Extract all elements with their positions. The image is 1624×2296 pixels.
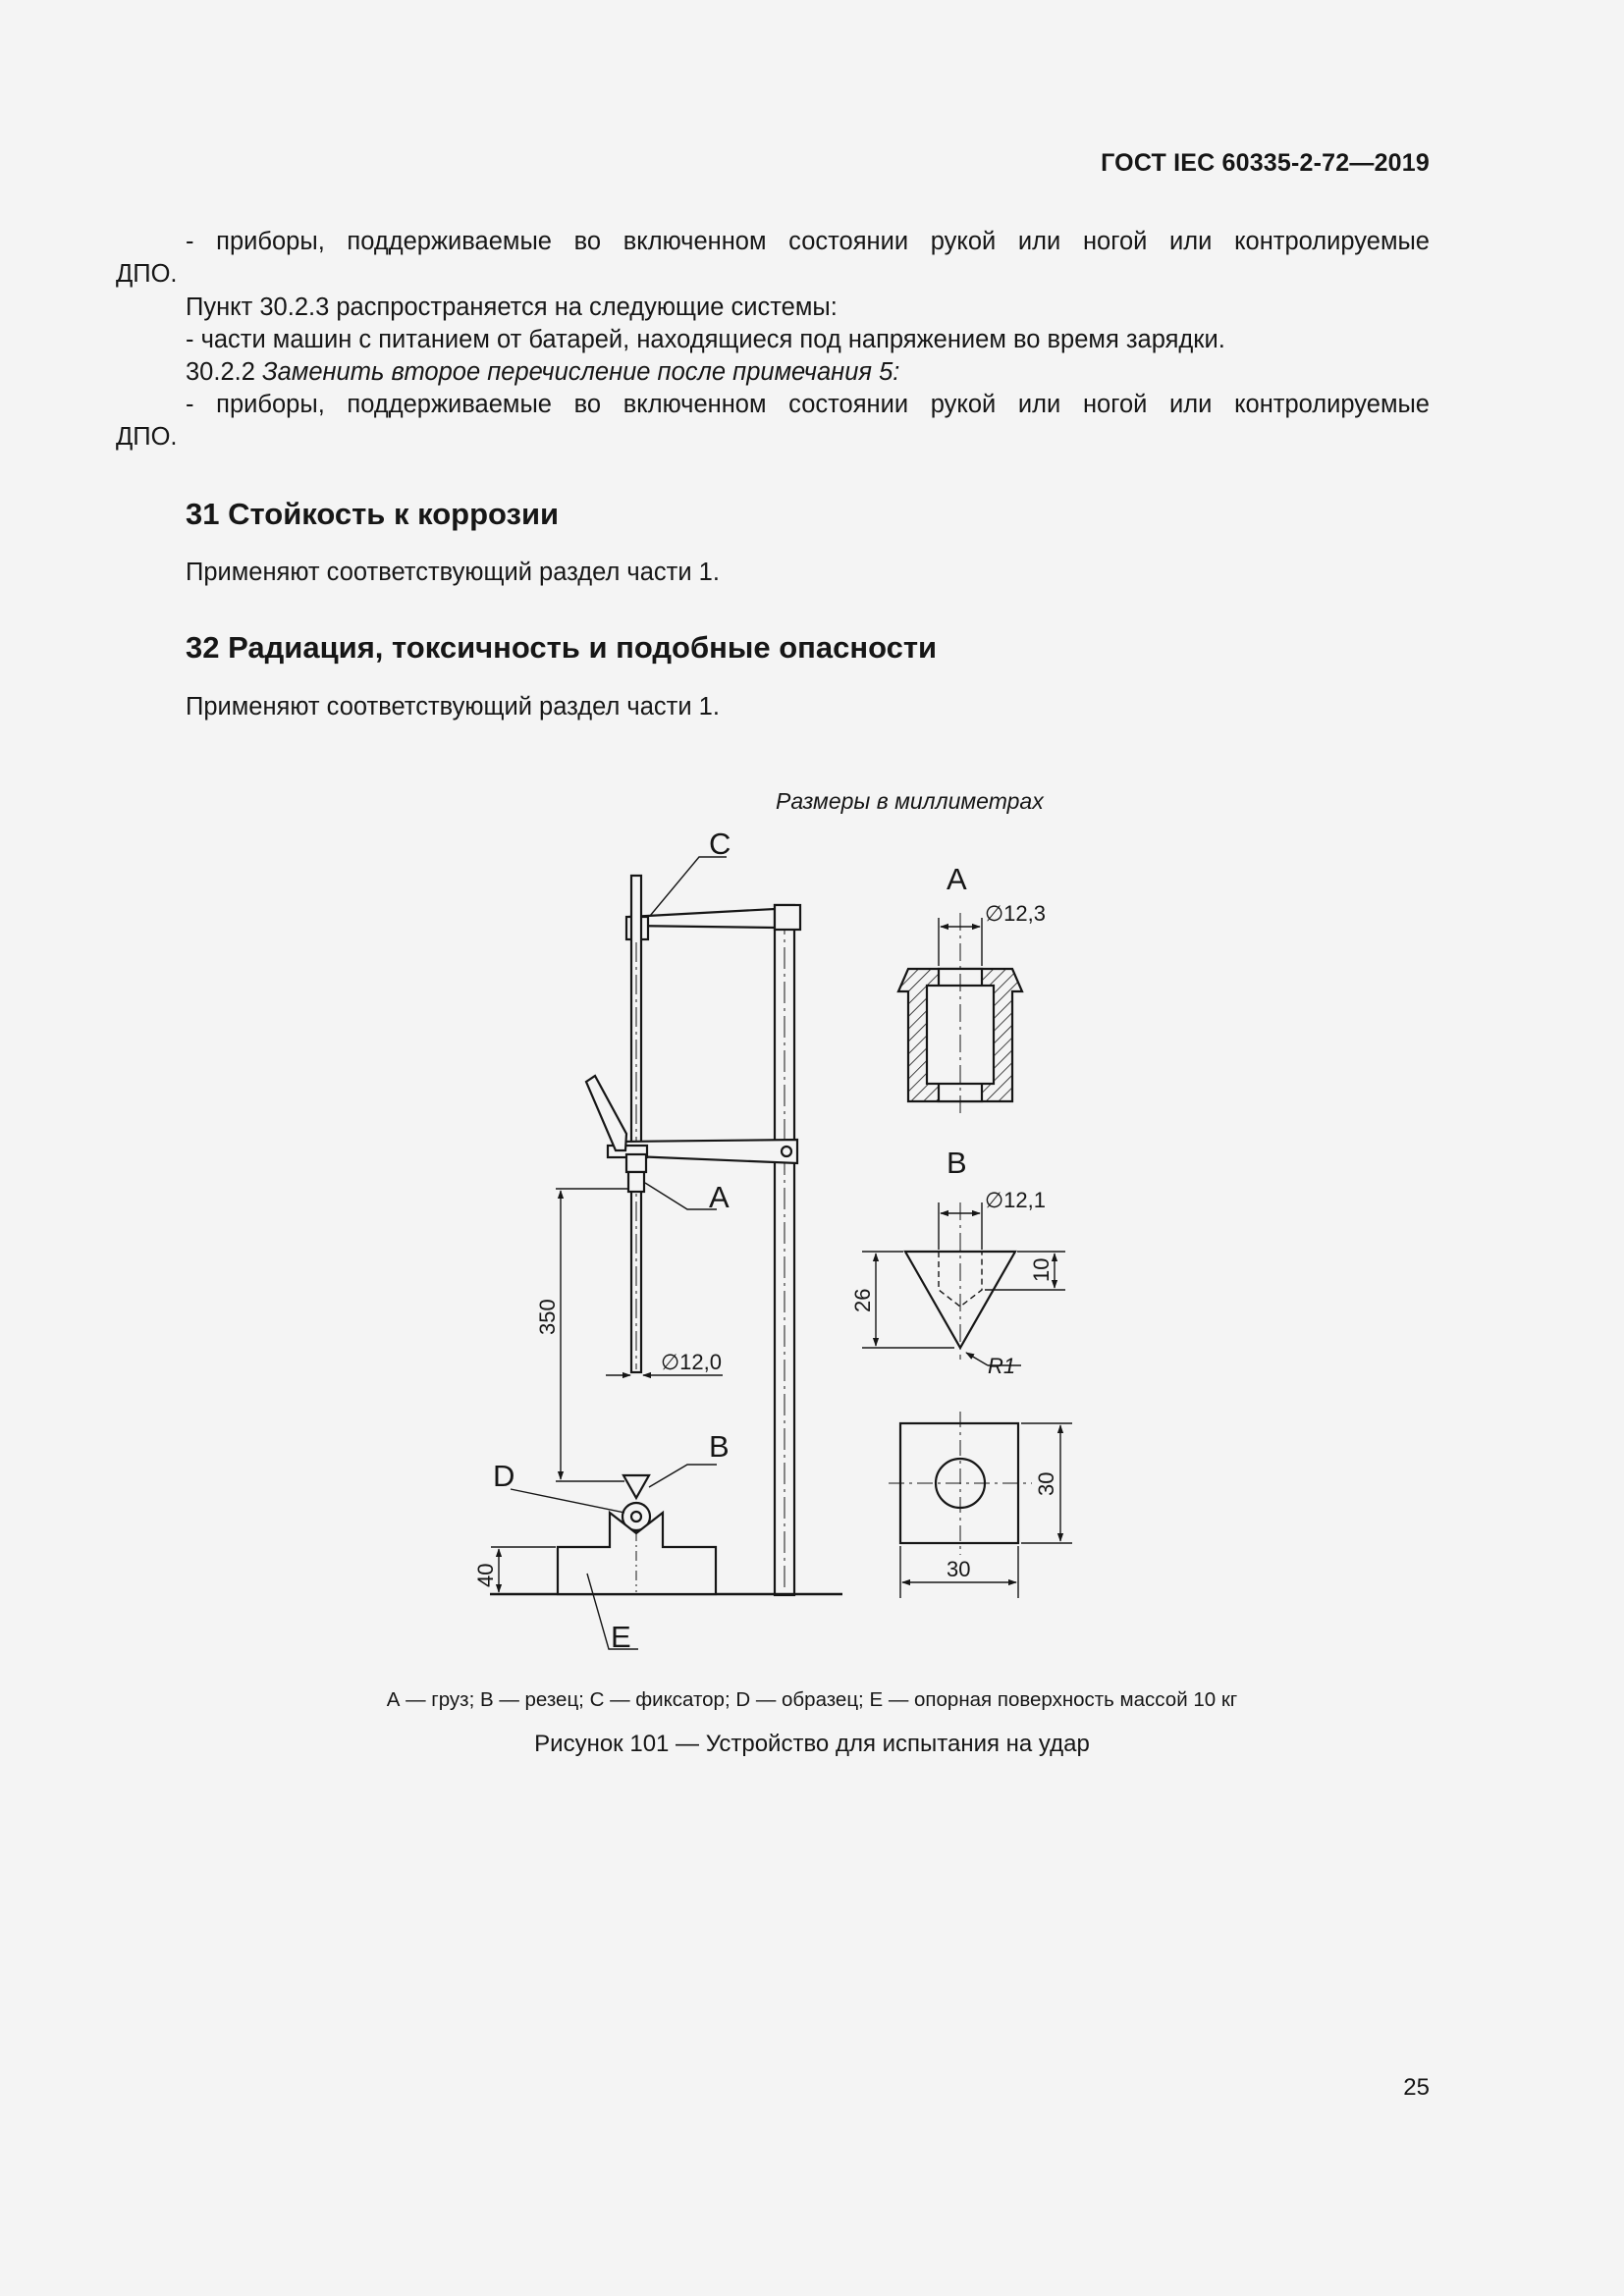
fixing-arm-c bbox=[629, 909, 775, 928]
section-heading-32: 32 Радиация, токсичность и подобные опасности bbox=[186, 630, 938, 665]
dim-label-rod-diameter: ∅12,0 bbox=[661, 1350, 722, 1374]
paragraph-line: ДПО. bbox=[116, 423, 178, 451]
dim-label-30-height: 30 bbox=[1034, 1471, 1058, 1496]
figure-legend: А — груз; В — резец; С — фиксатор; D — образец; Е — опорная поверхность массой 10 кг bbox=[386, 1688, 1238, 1711]
paragraph-line: ДПО. bbox=[116, 260, 178, 288]
dim-label-b-diameter: ∅12,1 bbox=[985, 1188, 1046, 1212]
label-d: D bbox=[493, 1459, 515, 1493]
dim-label-10: 10 bbox=[1029, 1257, 1054, 1282]
clause-instruction: Заменить второе перечисление после примечания 5: bbox=[262, 358, 900, 386]
dim-label-26: 26 bbox=[850, 1288, 875, 1312]
dim-label-30-width: 30 bbox=[947, 1557, 971, 1581]
paragraph-line: - приборы, поддерживаемые во включенном состоянии рукой или ногой или контролируемые bbox=[186, 228, 1430, 255]
detail-a-title: A bbox=[947, 862, 967, 896]
paragraph-line: - части машин с питанием от батарей, находящиеся под напряжением во время зарядки. bbox=[186, 326, 1225, 353]
label-c: C bbox=[709, 827, 731, 861]
cutter-b bbox=[623, 1475, 649, 1498]
section-text-31: Применяют соответствующий раздел части 1. bbox=[186, 559, 720, 586]
dim-label-radius: R1 bbox=[988, 1354, 1016, 1378]
release-lever bbox=[586, 1076, 626, 1150]
clause-number: 30.2.2 bbox=[186, 358, 255, 386]
detail-b-title: B bbox=[947, 1146, 967, 1180]
detail-e-support-top-view bbox=[889, 1412, 1072, 1598]
label-e: E bbox=[611, 1620, 631, 1654]
detail-a-weight-section bbox=[898, 913, 1022, 1114]
dim-label-40: 40 bbox=[473, 1563, 498, 1587]
page-number: 25 bbox=[1403, 2074, 1430, 2101]
dim-label-a-diameter: ∅12,3 bbox=[985, 901, 1046, 926]
paragraph-line: - приборы, поддерживаемые во включенном состоянии рукой или ногой или контролируемые bbox=[186, 391, 1430, 418]
section-heading-31: 31 Стойкость к коррозии bbox=[186, 497, 560, 531]
document-code-header: ГОСТ IEC 60335-2-72—2019 bbox=[1101, 149, 1430, 177]
label-b: B bbox=[709, 1429, 730, 1464]
section-text-32: Применяют соответствующий раздел части 1. bbox=[186, 693, 720, 721]
paragraph-line: Пункт 30.2.3 распространяется на следующие системы: bbox=[186, 294, 838, 321]
figure-caption: Рисунок 101 — Устройство для испытания на удар bbox=[534, 1731, 1090, 1757]
units-note: Размеры в миллиметрах bbox=[776, 788, 1044, 814]
label-a: A bbox=[709, 1180, 730, 1214]
weight-a bbox=[626, 1154, 646, 1172]
detail-b-cutter bbox=[862, 1202, 1065, 1365]
dim-label-350: 350 bbox=[535, 1299, 560, 1335]
apparatus-main-view bbox=[490, 857, 842, 1649]
